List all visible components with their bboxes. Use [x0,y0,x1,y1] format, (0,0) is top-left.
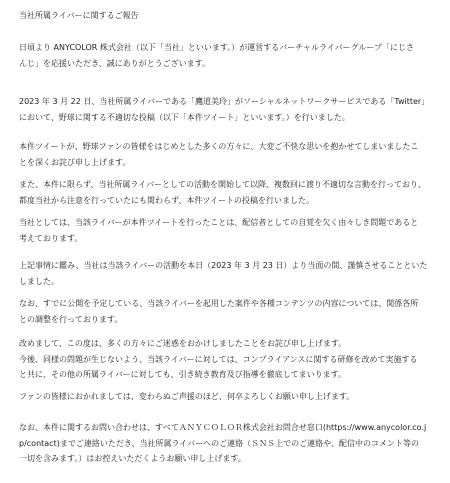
paragraph-line: 2023 年 3 月 22 日、当社所属ライバーである「鷹道美玲」がソーシャルネットワークサービスである「Twitter」 [19,97,430,106]
paragraph-line: んじ」を応援いただき、誠にありがとうございます。 [19,58,211,68]
paragraph-history [19,177,431,208]
paragraph-line: なお、本件に関するお問い合わせは、すべてＡＮＹＣＯＬＯＲ株式会社お問合せ窓口(https://www.anycolor.co.j [19,423,427,432]
paragraph-line: ファンの皆様におかれましては、変わらぬご声援のほど、何卒よろしくお願い申し上げます。 [19,392,355,401]
paragraph-line: 一切を含みます。）はお控えいただくようお願い申し上げます。 [19,454,246,463]
paragraph-line: とを深くお詫び申し上げます。 [19,157,131,167]
paragraph-line: 改めまして、この度は、多くの方々にご迷惑をおかけしましたことをお詫び申し上げます。 [19,339,347,348]
paragraph-line: 考えております。 [19,233,83,243]
paragraph-line: しました。 [19,276,59,286]
paragraph-line: 今後、同様の問題が生じないよう、当該ライバーに対しては、コンプライアンスに関する研修を改めて実施する [19,354,418,364]
paragraph-measures [19,336,431,383]
document-title: 当社所属ライバーに関するご報告 [19,11,139,20]
paragraph-line: また、本件に限らず、当社所属ライバーとしての活動を開始して以降、複数回に渡り不適切な言動を行っており、 [19,180,426,189]
paragraph-line: と共に、その他の所属ライバーに対しても、引き続き教育及び指導を徹底してまいります。 [19,370,346,379]
paragraph-line: 本件ツイートが、野球ファンの皆様をはじめとした多くの方々に、大変ご不快な思いを抱かせてしまいましたこ [19,142,419,151]
paragraph-position [19,215,431,246]
paragraph-line: なお、すでに公開を予定している、当該ライバーを起用した案件や各種コンテンツの内容については、関係各所 [19,299,419,308]
paragraph-line: 上記事情に鑑み、当社は当該ライバーの活動を本日（2023 年 3 月 23 日）より当面の間、謹慎させることといた [19,261,428,270]
paragraph-apology [19,139,431,170]
paragraph-greeting [19,40,431,71]
paragraph-coordination [19,296,431,327]
paragraph-line: p/contact)までご連絡いただき、当社所属ライバーへのご連絡（ＳＮＳ上でのご連絡や、配信中のコメント等の [19,438,419,448]
paragraph-line: において、野球に関する不適切な投稿（以下「本件ツイート」といいます。）を行いました。 [19,112,350,122]
paragraph-contact [19,420,431,467]
paragraph-line: 都度当社から注意を行っていたにも関わらず、本件ツイートの投稿を行いました。 [19,195,314,205]
paragraph-fans [19,389,431,405]
paragraph-line: 日頃より ANYCOLOR 株式会社（以下「当社」といいます。）が運営するバーチャルライバーグループ「にじさ [19,43,414,52]
paragraph-line: 当社としては、当該ライバーが本件ツイートを行ったことは、配信者としての自覚を欠く由々しき問題であると [19,218,419,227]
paragraph-line: との調整を行っております。 [19,314,123,324]
paragraph-incident [19,94,431,125]
paragraph-suspension [19,258,431,289]
